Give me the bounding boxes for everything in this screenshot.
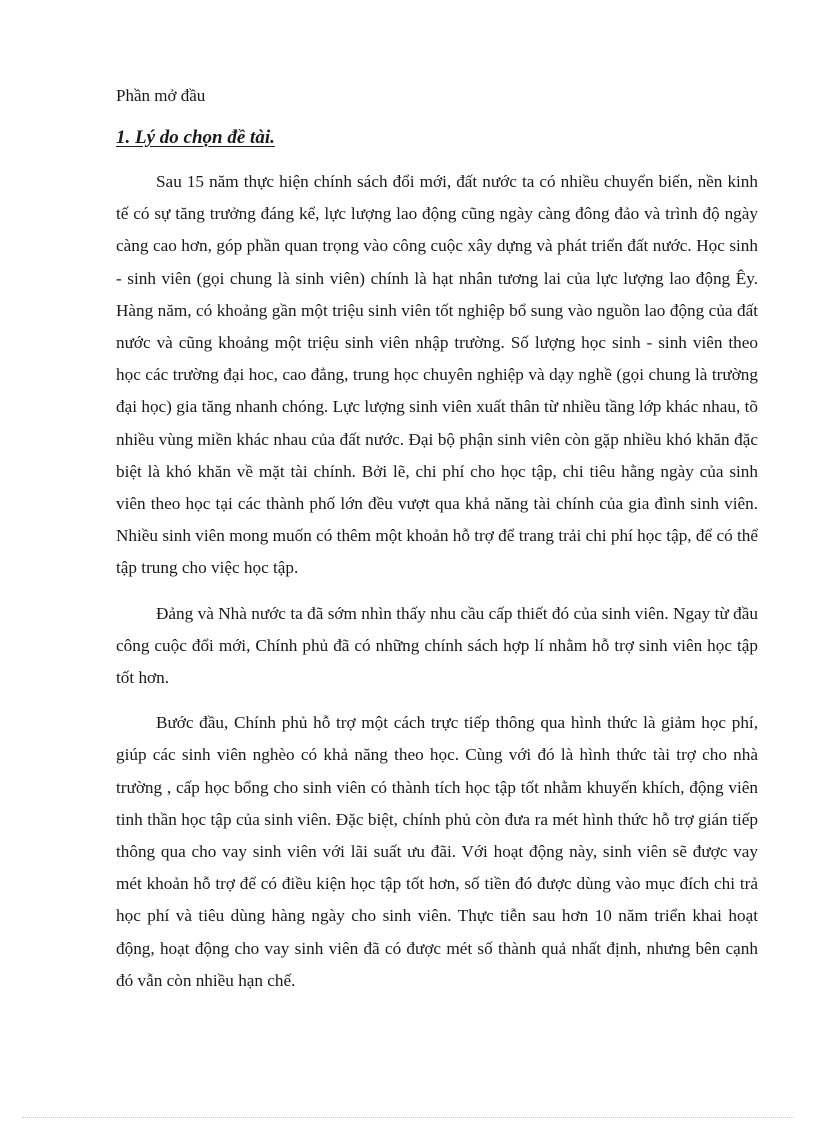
section-heading: 1. Lý do chọn đề tài. — [116, 127, 275, 148]
page-bottom-divider — [22, 1117, 794, 1118]
section-label: Phần mở đầu — [116, 86, 206, 105]
document-body — [116, 166, 758, 1010]
paragraph-3: Bước đầu, Chính phủ hỗ trợ một cách trực tiếp thông qua hình thức là giảm học phí, giúp các sinh viên nghèo có khả năng theo học. Cùng với đó là hình thức tài trợ cho nhà trường , cấp học bổng cho sinh viên có thành tích học tập tốt nhằm khuyến khích, động viên tinh thần học tập của sinh viên. Đặc biệt, chính phủ còn đưa ra mét hình thức hỗ trợ gián tiếp thông qua cho vay sinh viên với lãi suất ưu đãi. Với hoạt động này, sinh viên sẽ được vay mét khoản hỗ trợ để có điều kiện học tập tốt hơn, số tiền đó được dùng vào mục đích chi trả học phí và tiêu dùng hàng ngày cho sinh viên. Thực tiễn sau hơn 10 năm triển khai hoạt động, hoạt động cho vay sinh viên đã có được mét số thành quả nhất định, nhưng bên cạnh đó vẫn còn nhiều hạn chế. — [116, 713, 758, 990]
paragraph-2: Đảng và Nhà nước ta đã sớm nhìn thấy nhu cầu cấp thiết đó của sinh viên. Ngay từ đầu công cuộc đổi mới, Chính phủ đã có những chính sách hợp lí nhằm hỗ trợ sinh viên học tập tốt hơn. — [116, 603, 758, 688]
paragraph-1: Sau 15 năm thực hiện chính sách đổi mới, đất nước ta có nhiều chuyển biến, nền kinh tế có sự tăng trưởng đáng kể, lực lượng lao động cũng ngày càng đông đảo và trình độ ngày càng cao hơn, góp phần quan trọng vào công cuộc xây dựng và phát triển đất nước. Học sinh - sinh viên (gọi chung là sinh viên) chính là hạt nhân tương lai của lực lượng lao động Êy. Hàng năm, có khoảng gần một triệu sinh viên tốt nghiệp bổ sung vào nguồn lao động của đất nước và cũng khoảng một triệu sinh viên nhập trường. Số lượng học sinh - sinh viên theo học các trường đại hoc, cao đẳng, trung học chuyên nghiệp và dạy nghề (gọi chung là trường đại học) gia tăng nhanh chóng. Lực lượng sinh viên xuất thân từ nhiều tầng lớp khác nhau, tõ nhiều vùng miền khác nhau của đất nước. Đại bộ phận sinh viên còn gặp nhiều khó khăn đặc biệt là khó khăn về mặt tài chính. Bởi lẽ, chi phí cho học tập, chi tiêu hằng ngày của sinh viên theo học tại các thành phố lớn đều vượt qua khả năng tài chính của gia đình sinh viên. Nhiều sinh viên mong muốn có thêm một khoản hỗ trợ để trang trải chi phí học tập, để có thể tập trung cho việc học tập. — [116, 172, 758, 578]
